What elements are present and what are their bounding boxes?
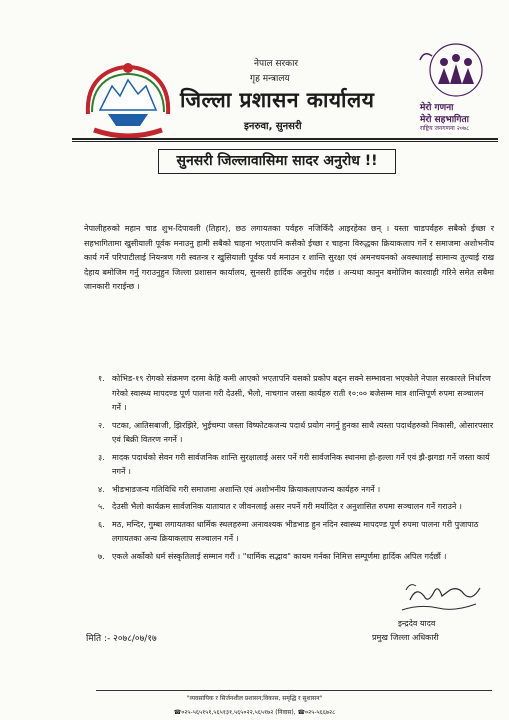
item-number: ४. xyxy=(98,484,105,494)
item-number: ६. xyxy=(98,519,105,529)
list-item xyxy=(84,518,494,547)
government-name: नेपाल सरकार xyxy=(254,59,299,69)
item-text: एकले अर्कोको धर्म संस्कृतिलाई सम्मान गरौं । "धार्मिक सद्भाव" कायम गर्नका निमित्त सम्पूर्णमा हार्दिक अपिल गर्दछौं । xyxy=(112,551,447,561)
list-item xyxy=(84,550,494,565)
directive-list xyxy=(84,372,494,567)
footer-divider xyxy=(96,690,492,691)
signer-title: प्रमुख जिल्ला अधिकारी xyxy=(372,633,439,642)
item-text: देउसी भैलो कार्यक्रम सार्वजनिक यातायात र जीवनलाई असर नपर्ने गरी मर्यादित र अनुशासित रुपमा सञ्चालन गर्ने गराउने । xyxy=(112,502,462,511)
campaign-line1: मेरो गणना xyxy=(420,103,454,113)
signature-image xyxy=(380,578,490,620)
item-number: ५. xyxy=(98,502,105,511)
footer-motto: "व्यवसायिक र सिर्जनशील प्रशासन;विकास, समृद्धि र सुशासन" xyxy=(186,695,323,702)
item-number: ३. xyxy=(98,452,105,462)
list-item xyxy=(84,483,494,498)
list-item xyxy=(84,451,494,480)
item-number: ७. xyxy=(98,551,105,561)
item-text: पटका, आतिसबाजी, झिरझिरे, भुईचम्पा जस्ता विष्फोटकजन्य पदार्थ प्रयोग नगर्नु हुनका साथै त्यस्ता पदार्थहरुको निकासी, ओसारपसार एवं बिक्री वितरण नगर्ने । xyxy=(112,420,494,444)
signer-name: इन्द्रदेव यादव xyxy=(398,619,436,628)
item-number: २. xyxy=(98,420,105,430)
list-item xyxy=(84,419,494,448)
list-item xyxy=(84,500,494,515)
intro-paragraph: नेपालीहरुको महान चाड शुभ-दिपावली (तिहार), छठ लगायतका पर्वहरु नजिकिँदै आइरहेका छन् । यस्ता चाडपर्वहरु सबैको ईच्छा र सहभागितामा खुसीयाली पूर्वक मनाउनु हामी सबैको चाहना भएतापनि कसैको ईच्छा र चाहना विरुद्धका क्रियाकलाप गर्ने र समाजमा अशोभनीय कार्य गर्ने परिपाटीलाई नियन्त्रण गरी स्वतन्त्र र खुसियाली पूर्वक पर्व मनाउन र शान्ति सुरक्षा एवं अमनचयनको अवस्थालाई सामान्य तुल्याई राख देहाय बमोजिम गर्नु गराउनुहुन जिल्ला प्रशासन कार्यालय, सुनसरी हार्दिक अनुरोध गर्दछ । अन्यथा कानुन बमोजिम कारवाही गरिने समेत सबैमा जानकारी गराईन्छ । xyxy=(84,224,494,291)
item-text: मादक पदार्थको सेवन गरी सार्वजनिक शान्ति सुरक्षालाई असर पर्ने गरी सार्वजनिक स्थानमा हो-हल्ला गर्ने एवं झै-झगडा गर्ने जस्ता कार्य नगर्ने । xyxy=(112,452,490,476)
nepal-coat-of-arms-icon xyxy=(78,54,178,144)
list-item xyxy=(84,372,494,416)
campaign-subtitle: राष्ट्रिय जनगणना २०७८ xyxy=(420,125,470,132)
footer-contact: ☎०२५-५६५१५१,५६५१३१,५६५०२२,५६५१७२ (निवास), ☎०२५-५६६७२८ xyxy=(173,709,336,716)
header-divider xyxy=(72,138,498,140)
office-name: जिल्ला प्रशासन कार्यालय xyxy=(180,88,375,112)
item-text: मठ, मन्दिर, गुम्बा लगायतका धार्मिक स्थलहरुमा अनावश्यक भीडभाड हुन नदिन स्वास्थ्य मापदण्ड पूर्ण रुपमा पालना गरी पुजापाठ लगायतका अन्य क्रियाकलाप सञ्चालन गर्ने । xyxy=(112,519,479,543)
campaign-line2: मेरो सहभागिता xyxy=(420,115,469,125)
notice-date: मिति :- २०७८/०७/१७ xyxy=(86,634,157,644)
item-text: कोभिड-१९ रोगको संक्रमण दरमा केहि कमी आएको भएतापनि यसको प्रकोप बढ्न सक्ने सम्भावना भएकोले नेपाल सरकारले निर्धारण गरेको स्वास्थ्य मापदण्ड पूर्ण पालना गरी देउसी, भैलो, नाचगान जस्ता कार्यहरु राती १०:०० बजेसम्म मात्र शान्तिपूर्ण रुपमा सञ्चालन गर्ने । xyxy=(112,374,491,412)
notice-title: सुनसरी जिल्लावासिमा सादर अनुरोध !! xyxy=(158,149,396,174)
office-location: इनरुवा, सुनसरी xyxy=(244,121,302,132)
item-number: १. xyxy=(98,374,105,383)
header-divider-thin xyxy=(72,141,498,142)
item-text: भीडभाडजन्य गतिविधि गरी समाजमा अशान्ति एवं अशोभनीय क्रियाकलापजन्य कार्यहरु नगर्ने । xyxy=(112,484,381,494)
ministry-name: गृह मन्त्रालय xyxy=(250,74,290,84)
